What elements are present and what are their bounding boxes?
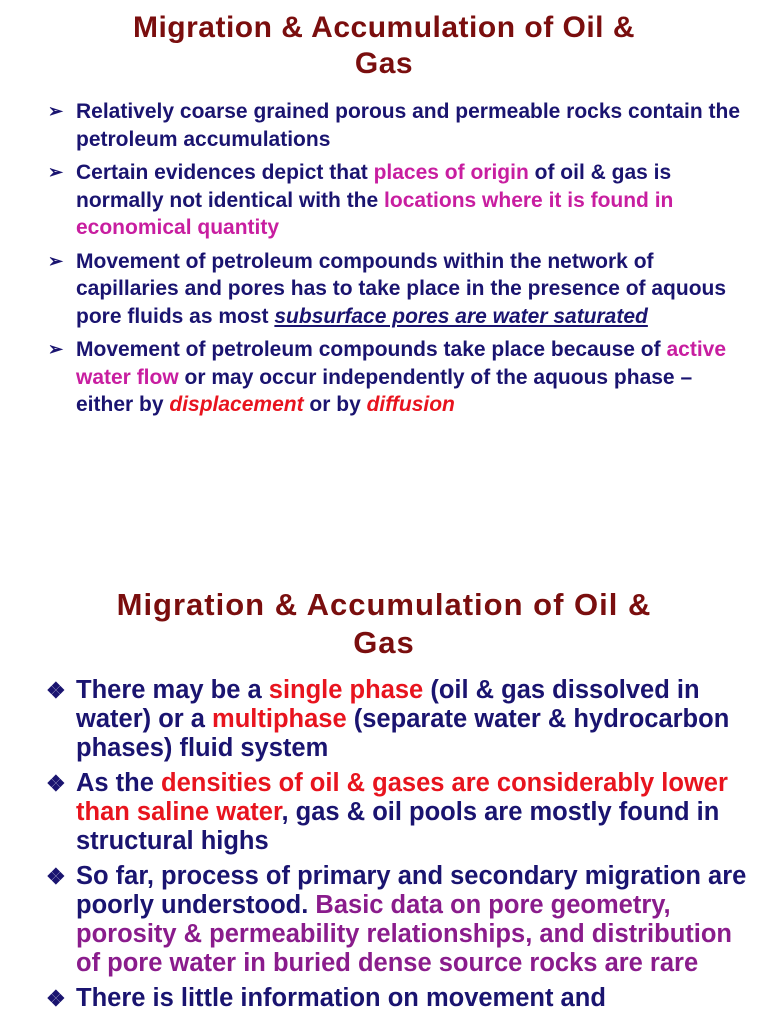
slide-2-bullet-3 [0,862,768,978]
slide-2-title-line-1: Migration & Accumulation of Oil & [116,587,652,622]
arrowhead-bullet-icon: ➢ [48,339,64,359]
bullet-text: of oil & gas is normally not identical with the [76,161,672,212]
slide-2-bullet-list [0,676,768,1013]
slide-1-bullet-list [0,98,768,419]
slide-1-title-line-1: Migration & Accumulation of Oil & [132,11,636,44]
emphasis-text: displacement [169,393,304,416]
emphasis-text: diffusion [366,393,455,416]
slide-2-bullet-1 [0,676,768,763]
slide-2 [0,578,768,1024]
highlight-text: multiphase [212,705,347,733]
bullet-text: Relatively coarse grained porous and permeable rocks contain the petroleum accumulations [76,100,741,151]
bullet-text: Movement of petroleum compounds within the network of capillaries and pores has to take place in the presence of aquous pore fluids as most [76,249,727,328]
bullet-text: As the [76,769,162,797]
highlight-text: locations where it is found in economical quantity [76,188,674,239]
bullet-text: Certain evidences depict that [76,161,374,184]
bullet-text: or by [303,393,367,416]
slide-2-title [0,578,768,662]
diamond-bullet-icon: ❖ [46,771,66,796]
slide-1-title-line-2: Gas [354,47,414,80]
highlight-text: Basic data on pore geometry, porosity & permeability relationships, and distribution of pore water in buried dense source rocks are rare [76,891,733,977]
slide-1-bullet-1 [0,98,768,153]
highlight-text: active water flow [76,338,727,389]
emphasis-text: subsurface pores are water saturated [274,304,648,328]
bullet-text: , gas & oil pools are mostly found in structural highs [76,798,720,855]
diamond-bullet-icon: ❖ [46,864,66,889]
bullet-text: There may be a [76,676,269,704]
arrowhead-bullet-icon: ➢ [48,162,64,182]
slide-2-bullet-4 [0,984,768,1013]
arrowhead-bullet-icon: ➢ [48,250,64,271]
diamond-bullet-icon: ❖ [46,678,66,703]
diamond-bullet-icon: ❖ [46,986,66,1011]
bullet-text: (oil & gas dissolved in water) or a [76,676,700,733]
slide-2-title-line-2: Gas [353,625,415,660]
bullet-text: (separate water & hydrocarbon phases) fluid system [76,705,730,762]
highlight-text: places of origin [373,161,529,184]
highlight-text: densities of oil & gases are considerably lower than saline water [76,769,728,826]
slide-1-bullet-4 [0,336,768,419]
slide-1-title [0,0,768,82]
slide-1-bullet-2 [0,159,768,242]
arrowhead-bullet-icon: ➢ [48,101,64,121]
bullet-text: There is little information on movement and [76,984,606,1012]
bullet-text: Movement of petroleum compounds take place because of [76,338,667,361]
highlight-text: single phase [268,676,424,704]
slide-1-bullet-3 [0,248,768,331]
slide-2-bullet-2 [0,769,768,856]
bullet-text: So far, process of primary and secondary migration are poorly understood. [76,862,747,919]
bullet-text: or may occur independently of the aquous phase – either by [76,365,693,416]
